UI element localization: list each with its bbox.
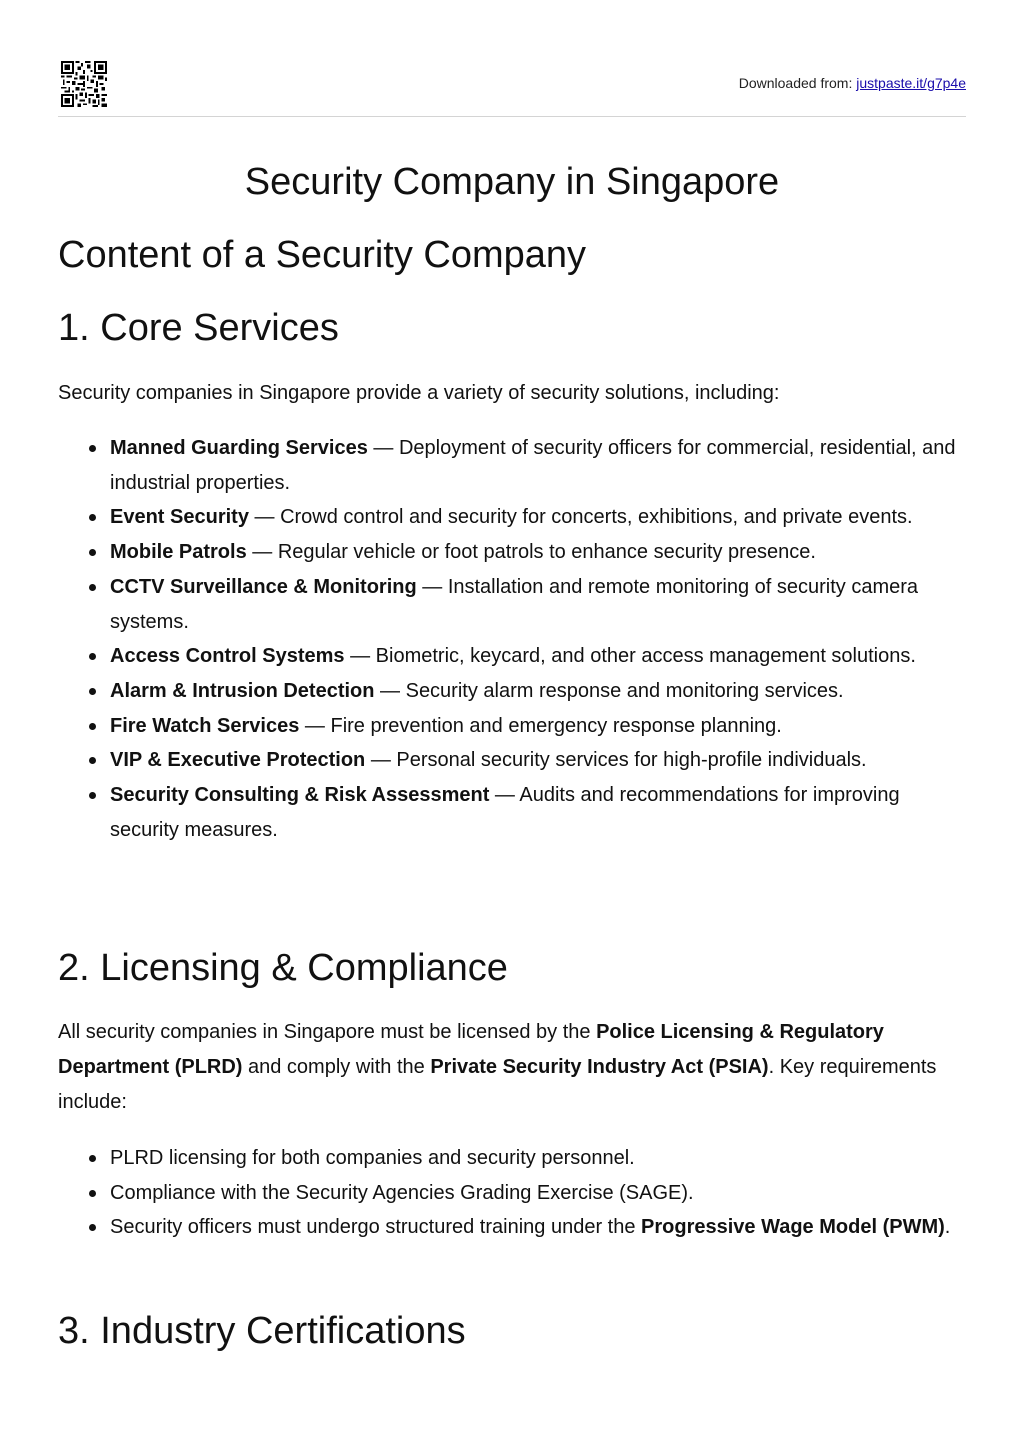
page-title: Security Company in Singapore bbox=[244, 161, 780, 203]
list-item-text: Compliance with the Security Agencies Grading Exercise (SAGE). bbox=[110, 1181, 694, 1204]
list-item-term: CCTV Surveillance & Monitoring bbox=[110, 575, 417, 598]
section-heading-certifications: 3. Industry Certifications bbox=[58, 1310, 466, 1352]
list-item-term: VIP & Executive Protection bbox=[110, 749, 366, 772]
list-item bbox=[110, 500, 966, 535]
section-intro bbox=[58, 1015, 966, 1120]
intro-term-plrd: Police Licensing & Regulatory Department (PLRD) bbox=[58, 1021, 884, 1078]
source-link[interactable]: justpaste.it/g7p4e bbox=[856, 75, 966, 91]
list-item bbox=[110, 1141, 966, 1176]
list-item-term: Mobile Patrols bbox=[110, 541, 247, 564]
list-item-text: — Deployment of security officers for commercial, residential, and industrial properties. bbox=[110, 437, 956, 494]
intro-term-psia: Private Security Industry Act (PSIA) bbox=[430, 1056, 769, 1078]
list-item-text: — Installation and remote monitoring of security camera systems. bbox=[110, 575, 919, 633]
list-item-text: — Audits and recommendations for improving security measures. bbox=[110, 784, 900, 841]
core-services-list bbox=[58, 431, 966, 847]
list-item-term: Event Security bbox=[110, 506, 249, 529]
page-subtitle: Content of a Security Company bbox=[58, 234, 587, 276]
list-item bbox=[110, 778, 966, 847]
list-item bbox=[110, 570, 966, 639]
list-item bbox=[110, 709, 966, 744]
list-item-text: — Security alarm response and monitoring services. bbox=[374, 679, 844, 702]
list-item-text: Security officers must undergo structured training under the bbox=[110, 1216, 642, 1239]
list-item bbox=[110, 639, 966, 674]
intro-text: All security companies in Singapore must be licensed by the bbox=[58, 1021, 597, 1043]
list-item bbox=[110, 535, 966, 570]
list-item-text: — Personal security services for high-profile individuals. bbox=[365, 749, 867, 772]
page-header bbox=[58, 0, 966, 117]
list-item-text: — Crowd control and security for concerts, exhibitions, and private events. bbox=[248, 506, 913, 529]
section-intro: Security companies in Singapore provide a variety of security solutions, including: bbox=[58, 382, 780, 404]
list-item-text: — Regular vehicle or foot patrols to enhance security presence. bbox=[246, 541, 816, 564]
list-item bbox=[110, 674, 966, 709]
licensing-list bbox=[58, 1141, 966, 1245]
list-item-term: Manned Guarding Services bbox=[110, 437, 368, 459]
qr-code-icon bbox=[61, 61, 107, 107]
list-item-term: Fire Watch Services bbox=[110, 714, 300, 737]
list-item bbox=[110, 431, 966, 500]
list-item bbox=[110, 1176, 966, 1211]
intro-text: . Key requirements include: bbox=[58, 1056, 937, 1113]
intro-text: and comply with the bbox=[242, 1056, 431, 1078]
list-item-term: Progressive Wage Model (PWM) bbox=[641, 1216, 945, 1239]
list-item-term: Alarm & Intrusion Detection bbox=[110, 679, 375, 702]
source-line bbox=[739, 75, 966, 91]
section-heading-licensing: 2. Licensing & Compliance bbox=[58, 947, 508, 989]
source-prefix: Downloaded from: bbox=[738, 75, 857, 91]
list-item bbox=[110, 743, 966, 778]
list-item-tail: . bbox=[944, 1216, 951, 1239]
list-item-term: Security Consulting & Risk Assessment bbox=[110, 784, 490, 807]
list-item-text: — Fire prevention and emergency response planning. bbox=[299, 714, 782, 737]
list-item-text: — Biometric, keycard, and other access management solutions. bbox=[344, 645, 916, 668]
list-item-term: Access Control Systems bbox=[110, 645, 345, 668]
document-page bbox=[58, 0, 966, 1352]
section-heading-core-services: 1. Core Services bbox=[58, 307, 339, 349]
list-item bbox=[110, 1210, 966, 1245]
list-item-text: PLRD licensing for both companies and security personnel. bbox=[110, 1147, 635, 1169]
